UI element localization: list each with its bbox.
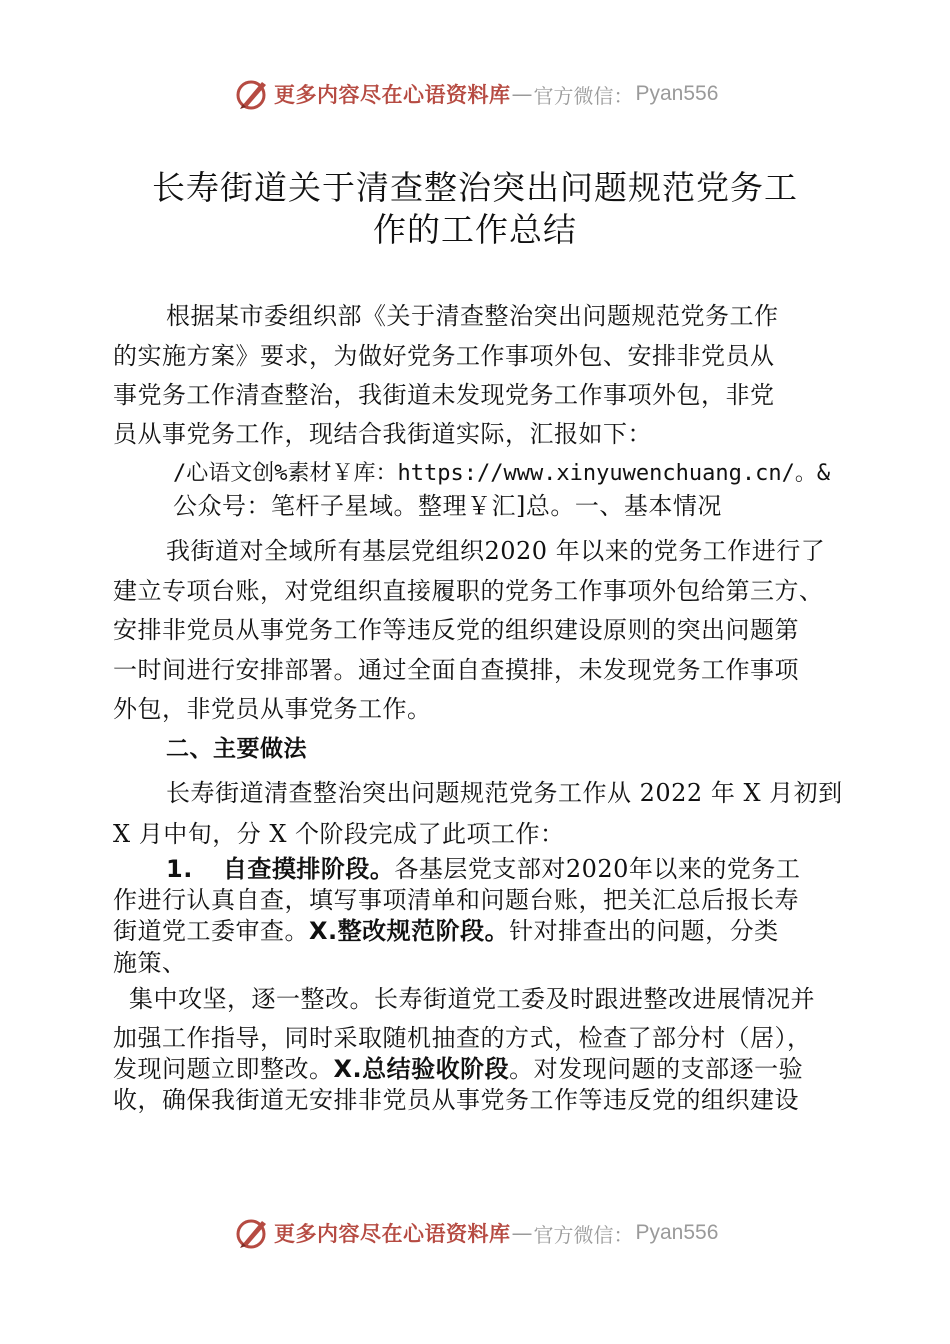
step1-title: 自查摸排阶段。 xyxy=(222,855,395,883)
step1-text: 各基层党支部对2020年以来的党务工 xyxy=(394,855,801,883)
paragraph-line: 集中攻坚，逐一整改。长寿街道党工委及时跟进整改进展情况并 xyxy=(129,985,815,1013)
watermark-label: 官方微信： xyxy=(533,83,634,108)
step3-line xyxy=(113,1049,803,1084)
pen-logo-icon xyxy=(234,1215,270,1251)
step2-text: 针对排查出的问题，分类 xyxy=(509,917,779,945)
step3-pre: 发现问题立即整改。 xyxy=(113,1055,334,1083)
step1-line xyxy=(166,849,800,884)
step3-text: 。对发现问题的支部逐一验 xyxy=(509,1055,804,1083)
paragraph-line: 施策、 xyxy=(113,949,187,977)
document-title-line2: 作的工作总结 xyxy=(373,210,577,249)
paragraph-line: 的实施方案》要求，为做好党务工作事项外包、安排非党员从 xyxy=(113,342,775,370)
paragraph-line: 收，确保我街道无安排非党员从事党务工作等违反党的组织建设 xyxy=(113,1086,799,1114)
source-line: /心语文创%素材￥库：https://www.xinyuwenchuang.cn/。& xyxy=(173,461,831,486)
watermark-separator: — xyxy=(511,1221,533,1245)
step2-title: X.整改规范阶段。 xyxy=(309,917,510,945)
paragraph-line: 外包，非党员从事党务工作。 xyxy=(113,695,432,723)
pen-logo-icon xyxy=(234,76,270,112)
paragraph-line: 加强工作指导，同时采取随机抽查的方式，检查了部分村（居）， xyxy=(113,1024,812,1052)
paragraph-line: X 月中旬，分 X 个阶段完成了此项工作： xyxy=(113,820,565,848)
step3-title: X.总结验收阶段 xyxy=(333,1055,510,1083)
paragraph-line: 根据某市委组织部《关于清查整治突出问题规范党务工作 xyxy=(166,302,779,330)
watermark-label: 官方微信： xyxy=(533,1222,634,1247)
paragraph-line: 安排非党员从事党务工作等违反党的组织建设原则的突出问题第 xyxy=(113,616,799,644)
step2-pre: 街道党工委审查。 xyxy=(113,917,309,945)
paragraph-line: 作进行认真自查，填写事项清单和问题台账，把关汇总后报长寿 xyxy=(113,886,799,914)
paragraph-line: 我街道对全域所有基层党组织2020 年以来的党务工作进行了 xyxy=(166,537,826,565)
top-watermark-banner xyxy=(0,72,950,116)
paragraph-line: 一时间进行安排部署。通过全面自查摸排，未发现党务工作事项 xyxy=(113,656,799,684)
bottom-watermark-banner xyxy=(0,1211,950,1255)
step2-line xyxy=(113,911,779,946)
watermark-brand: 更多内容尽在心语资料库 xyxy=(274,82,511,107)
watermark-separator: — xyxy=(511,82,533,106)
watermark-wechat-id: Pyan556 xyxy=(635,82,719,105)
paragraph-line: 建立专项台账，对党组织直接履职的党务工作事项外包给第三方、 xyxy=(113,577,824,605)
step1-number: 1. xyxy=(166,855,193,883)
section-heading: 二、主要做法 xyxy=(166,736,307,762)
watermark-wechat-id: Pyan556 xyxy=(635,1221,719,1244)
paragraph-line: 长寿街道清查整治突出问题规范党务工作从 2022 年 X 月初到 xyxy=(166,779,843,807)
source-line-heading: 公众号：笔杆子星域。整理￥汇]总。一、基本情况 xyxy=(173,492,722,520)
watermark-brand: 更多内容尽在心语资料库 xyxy=(274,1221,511,1246)
paragraph-line: 员从事党务工作，现结合我街道实际，汇报如下： xyxy=(113,420,652,448)
document-title-line1: 长寿街道关于清查整治突出问题规范党务工 xyxy=(152,168,798,207)
paragraph-line: 事党务工作清查整治，我街道未发现党务工作事项外包，非党 xyxy=(113,381,775,409)
